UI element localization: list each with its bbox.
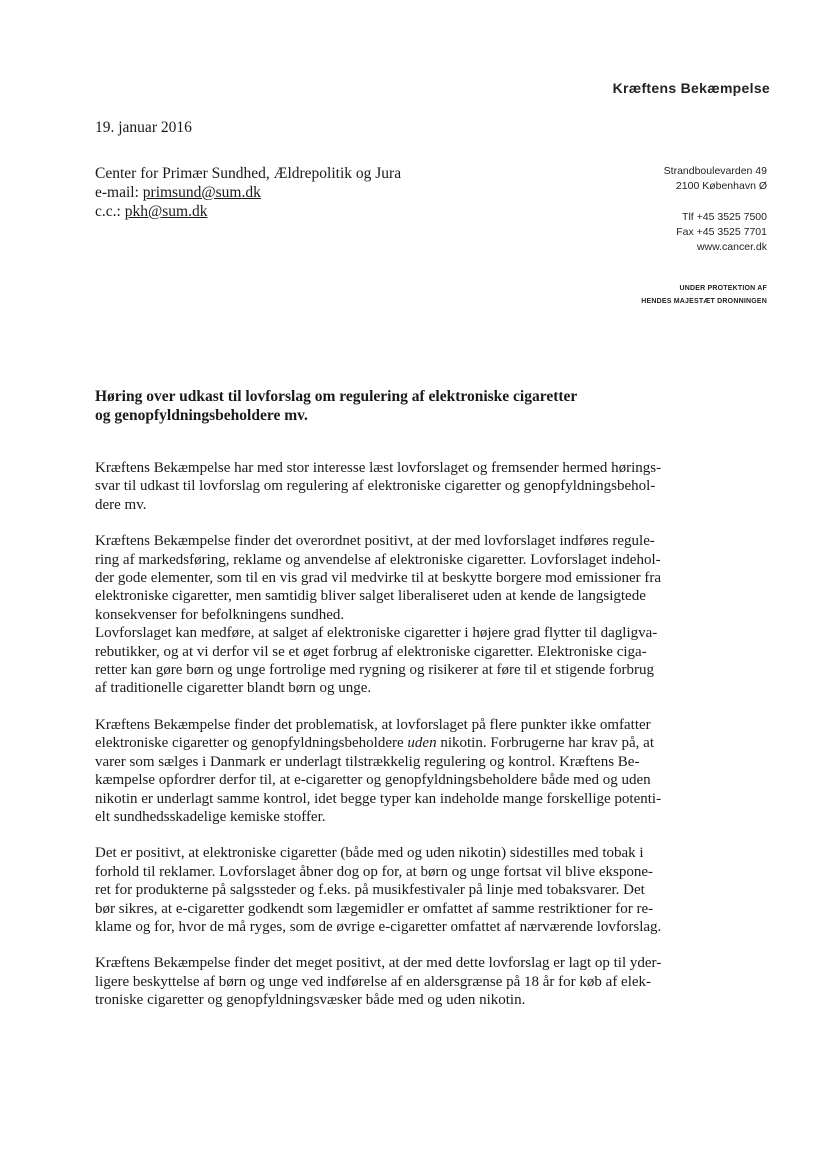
body-line: Lovforslaget kan medføre, at salget af elektroniske cigaretter i højere grad flytter til dagligva-	[95, 625, 658, 642]
body-line: retter kan gøre børn og unge fortrolige med rygning og risikerer at føre til et stigende forbrug	[95, 662, 654, 679]
body-paragraph	[95, 954, 695, 1009]
body-line: elektroniske cigaretter og genopfyldningsbeholdere uden nikotin. Forbrugerne har krav på, at	[95, 735, 655, 752]
body-line: klame og for, hvor de må ryges, som de øvrige e-cigaretter omfattet af nærværende lovforslag.	[95, 918, 662, 935]
body-line: nikotin er underlagt samme kontrol, idet begge typer kan indeholde mange forskellige potenti-	[95, 790, 662, 807]
body-paragraph	[95, 624, 695, 698]
body-line: varer som sælges i Danmark er underlagt tilstrækkelig regulering og kontrol. Kræftens Be-	[95, 753, 640, 770]
recipient-block	[95, 164, 401, 221]
recipient-email-line	[95, 183, 401, 202]
letter-body	[95, 459, 695, 1028]
sender-contact-block	[560, 164, 767, 255]
body-line: bør sikres, at e-cigaretter godkendt som lægemidler er omfattet af samme restriktioner for re-	[95, 900, 654, 917]
body-line: forhold til reklamer. Lovforslaget åbner dog op for, at børn og unge fortsat vil blive ekspone-	[95, 863, 653, 880]
sender-city: 2100 København Ø	[675, 180, 767, 192]
subject-line-2: og genopfyldningsbeholdere mv.	[95, 407, 308, 424]
patronage-line-2: HENDES MAJESTÆT DRONNINGEN	[641, 298, 767, 305]
body-line: konsekvenser for befolkningens sundhed.	[95, 606, 345, 623]
body-line: Kræftens Bekæmpelse finder det meget positivt, at der med dette lovforslag er lagt op til yder-	[95, 955, 662, 972]
body-line: elektroniske cigaretter, men samtidig bliver salget liberaliseret uden at kende de langsigtede	[95, 588, 646, 605]
patronage-line-1: UNDER PROTEKTION AF	[679, 285, 767, 292]
body-paragraph	[95, 844, 695, 936]
body-line: der gode elementer, som til en vis grad vil medvirke til at beskytte borgere mod emissioner fra	[95, 570, 662, 587]
body-line: troniske cigaretter og genopfyldningsvæsker både med og uden nikotin.	[95, 992, 526, 1009]
sender-phone: Tlf +45 3525 7500	[682, 211, 767, 223]
sender-fax: Fax +45 3525 7701	[676, 226, 767, 238]
royal-patronage	[560, 282, 767, 308]
body-line: rebutikker, og at vi derfor vil se et øget forbrug af elektroniske cigaretter. Elektroniske ciga-	[95, 643, 647, 660]
email-link[interactable]: primsund@sum.dk	[142, 184, 261, 201]
recipient-name: Center for Primær Sundhed, Ældrepolitik og Jura	[95, 165, 402, 182]
body-line: af traditionelle cigaretter blandt børn og unge.	[95, 680, 372, 697]
organization-name: Kræftens Bekæmpelse	[612, 80, 770, 96]
letter-subject	[95, 387, 715, 425]
body-line: dere mv.	[95, 496, 147, 513]
body-line: ret for produkterne på salgssteder og f.eks. på musikfestivaler på linje med tobaksvarer. Det	[95, 882, 645, 899]
body-paragraph	[95, 532, 695, 624]
cc-label: c.c.:	[95, 203, 121, 220]
body-line: elt sundhedsskadelige kemiske stoffer.	[95, 808, 326, 825]
recipient-cc-line	[95, 202, 401, 221]
body-line: ring af markedsføring, reklame og anvendelse af elektroniske cigaretter. Lovforslaget indehol-	[95, 551, 661, 568]
sender-street: Strandboulevarden 49	[663, 165, 767, 177]
body-line: Kræftens Bekæmpelse har med stor interesse læst lovforslaget og fremsender hermed hørings-	[95, 460, 662, 476]
body-line: Kræftens Bekæmpelse finder det overordnet positivt, at der med lovforslaget indføres regule-	[95, 533, 655, 550]
body-paragraph	[95, 716, 695, 826]
letter-date: 19. januar 2016	[95, 119, 192, 136]
emphasis: uden	[407, 735, 437, 752]
cc-email-link[interactable]: pkh@sum.dk	[124, 203, 208, 220]
sender-website[interactable]: www.cancer.dk	[696, 241, 767, 253]
body-line: kæmpelse opfordrer derfor til, at e-cigaretter og genopfyldningsbeholdere både med og uden	[95, 772, 651, 789]
body-line: Det er positivt, at elektroniske cigaretter (både med og uden nikotin) sidestilles med tobak i	[95, 845, 644, 862]
body-line: Kræftens Bekæmpelse finder det problematisk, at lovforslaget på flere punkter ikke omfatter	[95, 716, 651, 733]
body-line: ligere beskyttelse af børn og unge ved indførelse af en aldersgrænse på 18 år for køb af elek-	[95, 973, 652, 990]
subject-line-1: Høring over udkast til lovforslag om regulering af elektroniske cigaretter	[95, 388, 578, 405]
body-line: svar til udkast til lovforslag om regulering af elektroniske cigaretter og genopfyldningsbehol-	[95, 478, 656, 495]
body-paragraph	[95, 459, 695, 514]
email-label: e-mail:	[95, 184, 139, 201]
